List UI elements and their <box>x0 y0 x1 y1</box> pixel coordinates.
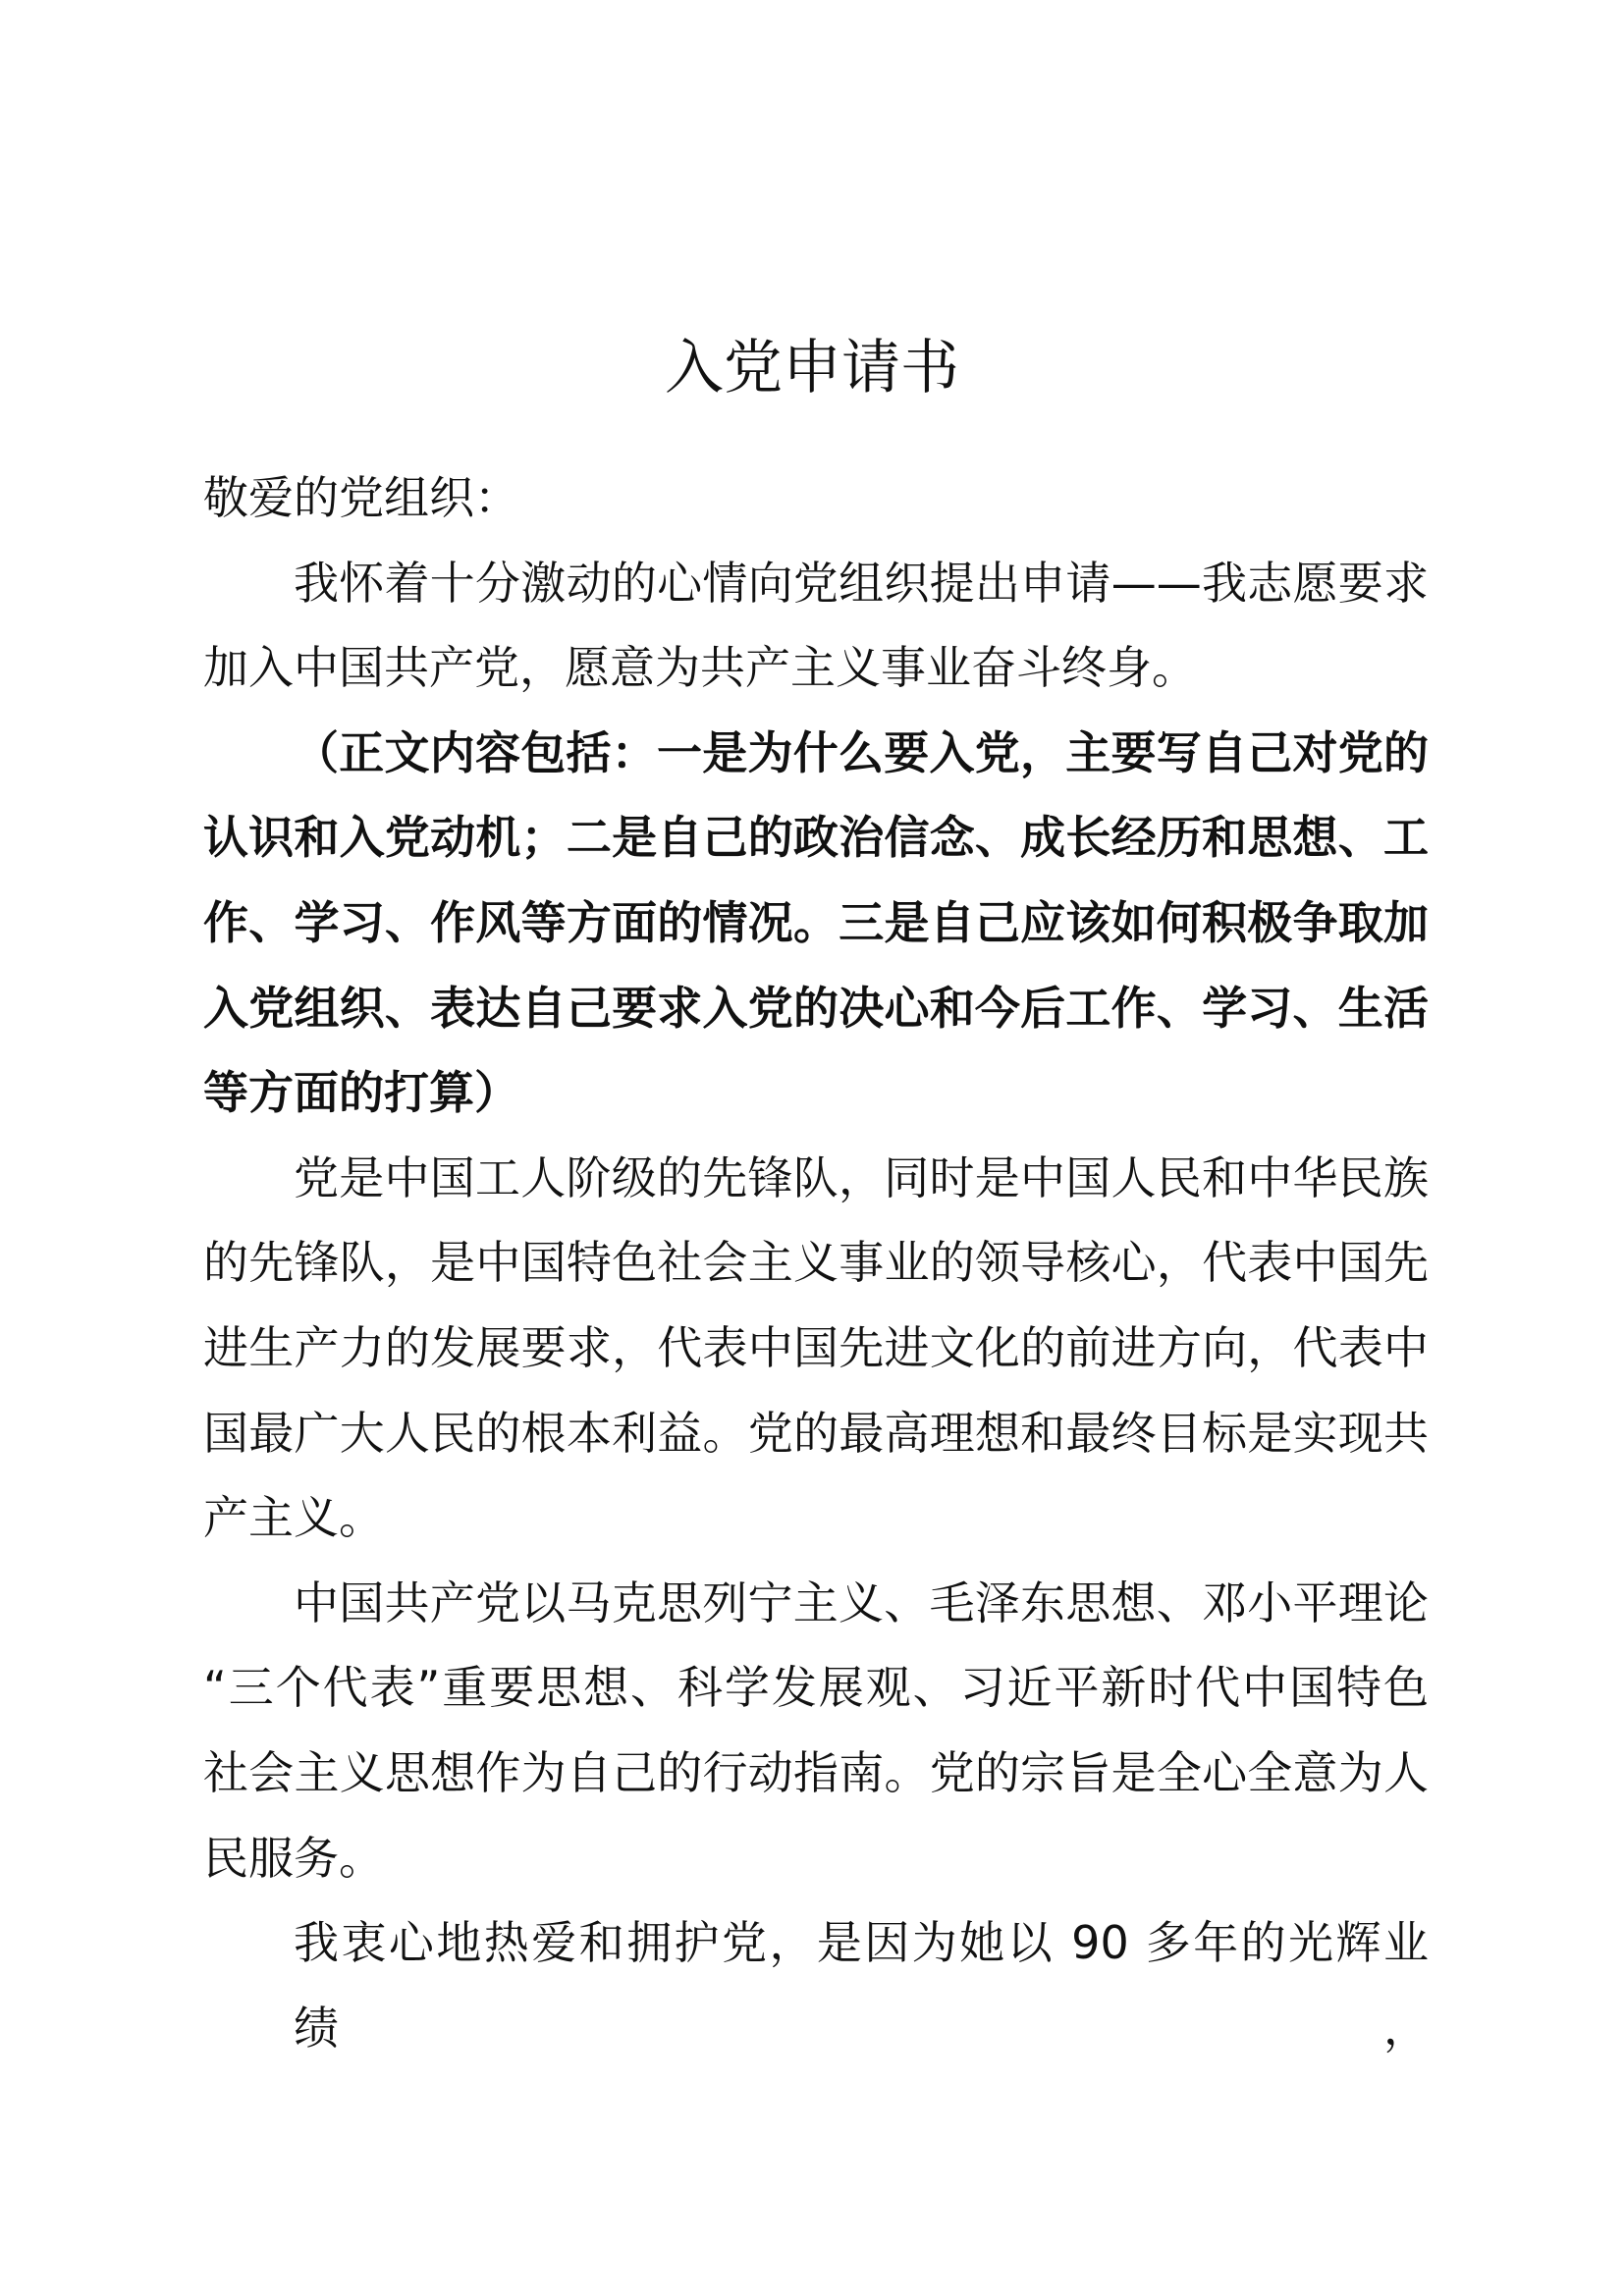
salutation: 敬爱的党组织： <box>203 471 519 524</box>
paragraph-intro <box>203 541 1429 711</box>
paragraph-line: 民服务。 <box>203 1831 384 1885</box>
paragraph-line: 中国共产党以马克思列宁主义、毛泽东思想、邓小平理论 <box>294 1575 1429 1629</box>
document-title: 入党申请书 <box>665 334 959 402</box>
paragraph-line: 党是中国工人阶级的先锋队，同时是中国人民和中华民族 <box>294 1150 1429 1204</box>
paragraph-line: 产主义。 <box>203 1491 384 1545</box>
paragraph-line: 国最广大人民的根本利益。党的最高理想和最终目标是实现共 <box>203 1406 1429 1460</box>
document-body <box>203 455 1429 2055</box>
paragraph-line: 我怀着十分激动的心情向党组织提出申请——我志愿要求 <box>294 556 1429 610</box>
paragraph-line: 的先锋队，是中国特色社会主义事业的领导核心，代表中国先 <box>203 1236 1429 1290</box>
paragraph-love-party <box>203 1900 1429 2055</box>
paragraph-line: “三个代表”重要思想、科学发展观、习近平新时代中国特色 <box>203 1661 1429 1715</box>
paragraph-line: 进生产力的发展要求，代表中国先进文化的前进方向，代表中 <box>203 1320 1429 1374</box>
paragraph-party-nature <box>203 1136 1429 1561</box>
paragraph-line: 作、学习、作风等方面的情况。三是自己应该如何积极争取加 <box>203 895 1429 949</box>
paragraph-line: 入党组织、表达自己要求入党的决心和今后工作、学习、生活 <box>203 981 1429 1035</box>
paragraph-line: 等方面的打算） <box>203 1066 519 1120</box>
paragraph-line: 社会主义思想作为自己的行动指南。党的宗旨是全心全意为人 <box>203 1745 1429 1799</box>
paragraph-instructions <box>203 711 1429 1136</box>
paragraph-line: 认识和入党动机；二是自己的政治信念、成长经历和思想、工 <box>203 811 1429 865</box>
paragraph-line: （正文内容包括：一是为什么要入党，主要写自己对党的 <box>294 725 1429 779</box>
paragraph-guiding-thought <box>203 1561 1429 1900</box>
paragraph-line: 我衷心地热爱和拥护党，是因为她以 90 多年的光辉业绩， <box>294 1916 1429 2055</box>
paragraph-line: 加入中国共产党，愿意为共产主义事业奋斗终身。 <box>203 641 1197 695</box>
